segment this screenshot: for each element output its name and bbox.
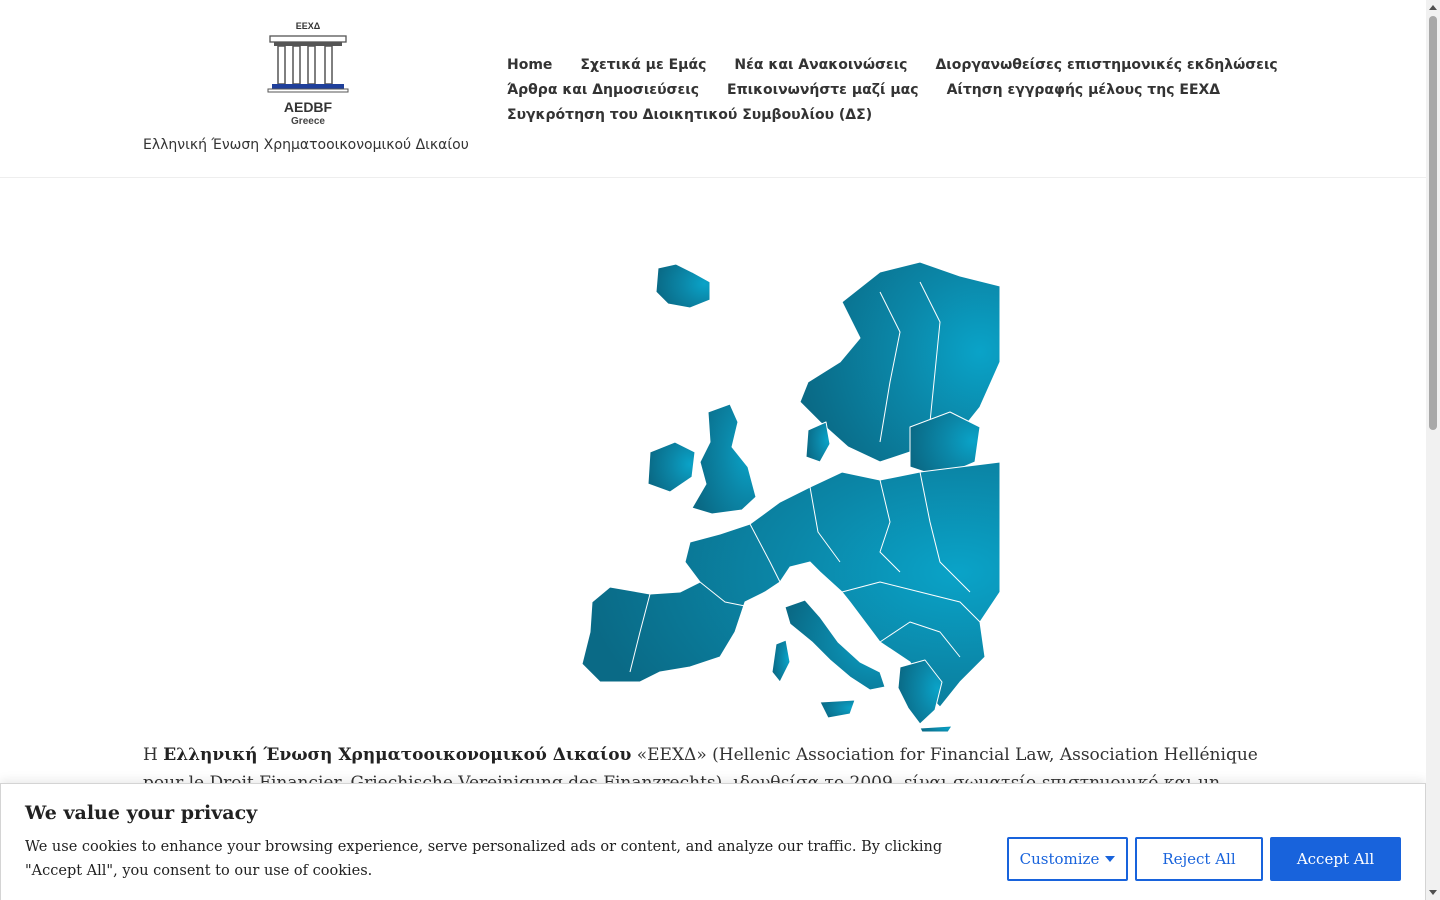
intro-association-name: Ελληνική Ένωση Χρηματοοικονομικού Δικαίου bbox=[163, 745, 632, 765]
nav-item-events[interactable]: Διοργανωθείσες επιστημονικές εκδηλώσεις bbox=[935, 56, 1278, 73]
logo-sub-text: Greece bbox=[291, 116, 325, 127]
site-tagline: Ελληνική Ένωση Χρηματοοικονομικού Δικαίου bbox=[143, 137, 469, 153]
nav-row bbox=[507, 77, 1307, 102]
nav-item-membership[interactable]: Αίτηση εγγραφής μέλους της ΕΕΧΔ bbox=[946, 81, 1221, 98]
intro-prefix: Η bbox=[143, 745, 164, 765]
customize-button-label: Customize bbox=[1019, 850, 1100, 868]
cookie-banner-text: We use cookies to enhance your browsing experience, serve personalized ads or content, and analyze our traffic. By clicking "Accept All", you consent to our use of cookies. bbox=[25, 839, 943, 879]
intro-body: «ΕΕΧΔ» (Hellenic Association for Financial Law, Association Hellénique bbox=[636, 745, 1258, 765]
logo-top-text: ΕΕΧΔ bbox=[295, 21, 321, 31]
cookie-banner-title: We value your privacy bbox=[25, 802, 258, 824]
europe-map-image bbox=[580, 262, 1002, 732]
reject-all-button[interactable] bbox=[1135, 837, 1263, 881]
scroll-down-arrow-icon[interactable] bbox=[1429, 890, 1437, 895]
site-header bbox=[0, 0, 1426, 178]
scrollbar-thumb[interactable] bbox=[1429, 16, 1437, 430]
page-scrollbar[interactable] bbox=[1426, 0, 1440, 900]
caret-down-icon bbox=[1105, 856, 1115, 862]
main-navigation bbox=[507, 52, 1307, 127]
nav-item-board[interactable]: Συγκρότηση του Διοικητικού Συμβουλίου (ΔΣ) bbox=[507, 106, 873, 123]
nav-row bbox=[507, 102, 1307, 127]
nav-item-about[interactable]: Σχετικά με Εμάς bbox=[580, 56, 707, 73]
cookie-consent-banner bbox=[0, 783, 1426, 900]
logo-main-text: AEDBF bbox=[283, 99, 333, 115]
nav-item-articles[interactable]: Άρθρα και Δημοσιεύσεις bbox=[507, 81, 699, 98]
scroll-up-arrow-icon[interactable] bbox=[1429, 5, 1437, 10]
accept-all-button[interactable] bbox=[1270, 837, 1401, 881]
nav-item-contact[interactable]: Επικοινωνήστε μαζί μας bbox=[727, 81, 919, 98]
nav-row bbox=[507, 52, 1307, 77]
nav-item-news[interactable]: Νέα και Ανακοινώσεις bbox=[734, 56, 908, 73]
site-logo[interactable] bbox=[262, 18, 354, 130]
nav-item-home[interactable]: Home bbox=[507, 56, 553, 73]
accept-all-label: Accept All bbox=[1296, 850, 1375, 868]
customize-button[interactable] bbox=[1007, 837, 1128, 881]
reject-all-label: Reject All bbox=[1162, 850, 1236, 868]
